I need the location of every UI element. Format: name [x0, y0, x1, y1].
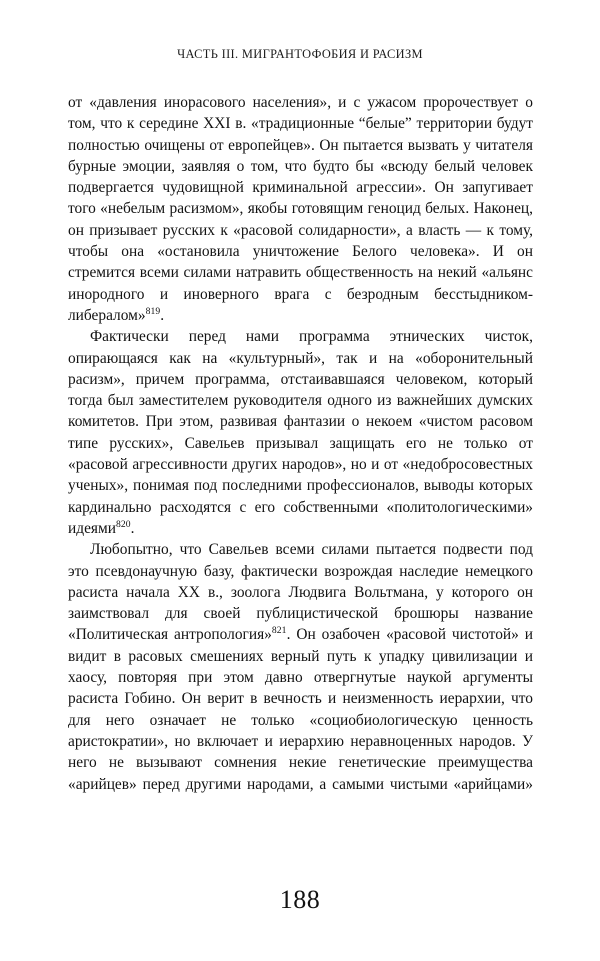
- running-head: ЧАСТЬ III. МИГРАНТОФОБИЯ И РАСИЗМ: [177, 47, 423, 61]
- paragraph-3-text-after-footnote: . Он озабочен «расовой чистотой» и видит в расовых смешениях верный путь к упадку цивилизации и хаосу, повторяя при этом давно отвергнутые наукой аргументы расиста Гобино. Он верит в вечность и неизменность иерархии, что для него означает не только «социобиологическую ценность аристократии», но включает и иерархию неравноценных народов. У него не вызывают сомнения некие генетические преимущества «арийцев» перед другими народами, а самыми чистыми «арийцами»: [68, 626, 533, 793]
- paragraph-3: [68, 539, 533, 816]
- paragraph-1-tail: .: [160, 306, 165, 324]
- paragraph-2-tail: .: [130, 519, 135, 537]
- body-text-block: [68, 92, 533, 816]
- footnote-marker-821[interactable]: 821: [271, 625, 287, 637]
- page-number: 188: [279, 885, 321, 914]
- paragraph-1: [68, 92, 533, 326]
- paragraph-2-text: Фактически перед нами программа этнических чисток, опирающаяся как на «культурный», так и на «оборонительный расизм», причем программа, отстаивавшаяся человеком, который тогда был заместителем руководителя одного из важнейших думских комитетов. При этом, развивая фантазии о некоем «чистом расовом типе русских», Савельев призывал защищать его не только от «расовой агрессивности других народов», но и от «недобросовестных ученых», понимая под последними профессионалов, выводы которых кардинально расходятся с его собственными «политологическими» идеями: [68, 328, 533, 537]
- paragraph-1-text: от «давления инорасового населения», и с ужасом пророчествует о том, что к середине XXI в. «традиционные “белые” территории будут полностью очищены от европейцев». Он пытается вызвать у читателя бурные эмоции, заявляя о том, что будто бы «всюду белый человек подвергается чудовищной криминальной агрессии». Он запугивает того «небелым расизмом», якобы готовящим геноцид белых. Наконец, он призывает русских к «расовой солидарности», а власть — к тому, чтобы она «остановила уничтожение Белого человека». И он стремится всеми силами натравить общественность на некий «альянс инородного и иноверного врага с безродным бесстыдником-либералом»: [68, 94, 533, 324]
- footnote-marker-820[interactable]: 820: [115, 518, 131, 530]
- paragraph-2: [68, 326, 533, 539]
- footnote-marker-819[interactable]: 819: [145, 305, 161, 317]
- paragraph-3-text-before-footnote: Любопытно, что Савельев всеми силами пытается подвести под это псевдонаучную базу, фактически возрождая наследие немецкого расиста начала XX в., зоолога Людвига Вольтмана, у которого он заимствовал для своей публицистической брошюры название «Политическая антропология»: [68, 541, 533, 644]
